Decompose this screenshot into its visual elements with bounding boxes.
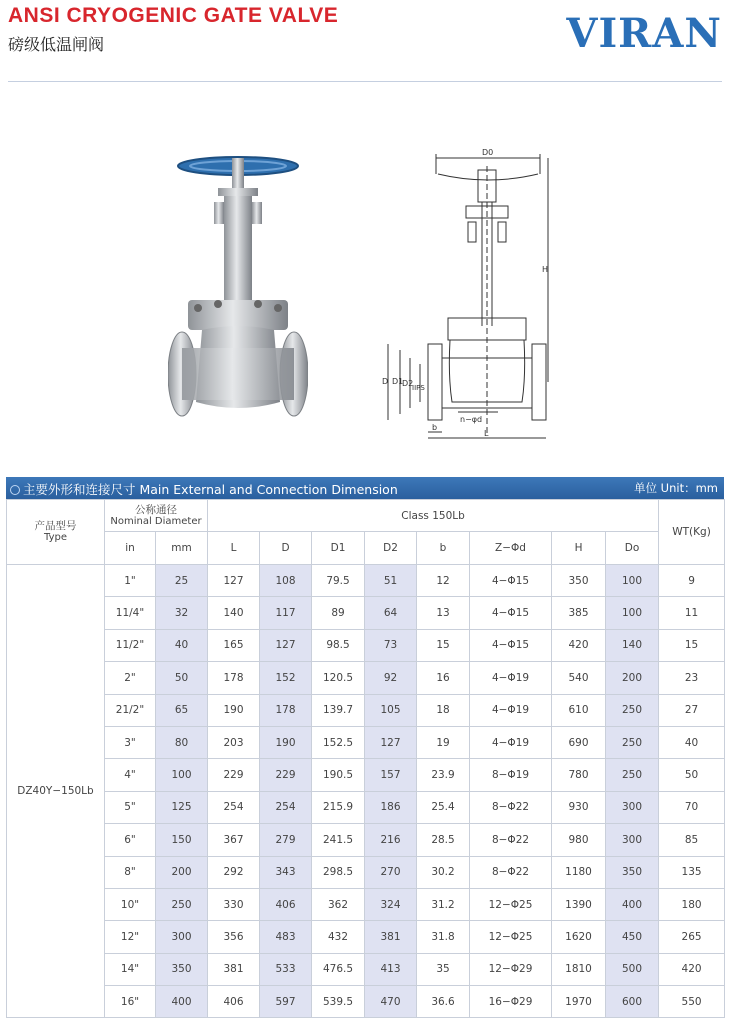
table-cell: 15: [417, 629, 470, 661]
table-cell: 597: [260, 986, 312, 1018]
table-cell: 40: [156, 629, 208, 661]
table-cell: 600: [606, 986, 659, 1018]
table-row: [7, 662, 725, 694]
table-cell: 190: [260, 726, 312, 758]
table-cell: 2": [105, 662, 156, 694]
class-header: Class 150Lb: [208, 500, 659, 532]
table-cell: 432: [312, 921, 365, 953]
table-cell: 476.5: [312, 953, 365, 985]
table-cell: 40: [659, 726, 725, 758]
table-cell: 483: [260, 921, 312, 953]
table-cell: 18: [417, 694, 470, 726]
table-cell: 108: [260, 565, 312, 597]
table-row: [7, 597, 725, 629]
table-cell: 11/2": [105, 629, 156, 661]
table-row: [7, 694, 725, 726]
table-row: [7, 856, 725, 888]
table-cell: 8": [105, 856, 156, 888]
table-cell: 100: [606, 597, 659, 629]
table-cell: 80: [156, 726, 208, 758]
table-cell: 8−Φ19: [470, 759, 552, 791]
table-cell: 381: [208, 953, 260, 985]
table-cell: 165: [208, 629, 260, 661]
table-cell: 533: [260, 953, 312, 985]
table-cell: 200: [606, 662, 659, 694]
table-cell: 200: [156, 856, 208, 888]
table-cell: 215.9: [312, 791, 365, 823]
table-cell: 241.5: [312, 824, 365, 856]
table-cell: 178: [260, 694, 312, 726]
table-cell: 330: [208, 888, 260, 920]
table-cell: 178: [208, 662, 260, 694]
column-header: Z−Φd: [470, 532, 552, 565]
brand-logo: VIRAN: [566, 10, 722, 57]
table-cell: 152: [260, 662, 312, 694]
table-row: [7, 791, 725, 823]
table-row: [7, 986, 725, 1018]
table-cell: 89: [312, 597, 365, 629]
column-header: in: [105, 532, 156, 565]
table-cell: 85: [659, 824, 725, 856]
table-cell: 4−Φ15: [470, 629, 552, 661]
table-cell: 16": [105, 986, 156, 1018]
table-cell: 539.5: [312, 986, 365, 1018]
label-d0: D0: [482, 148, 494, 157]
weight-header: WT(Kg): [659, 500, 725, 565]
label-d: D: [382, 377, 389, 386]
table-cell: 100: [156, 759, 208, 791]
table-cell: 23: [659, 662, 725, 694]
table-cell: 105: [365, 694, 417, 726]
table-cell: 400: [606, 888, 659, 920]
column-header: D2: [365, 532, 417, 565]
table-cell: 25.4: [417, 791, 470, 823]
table-cell: 6": [105, 824, 156, 856]
table-row: [7, 953, 725, 985]
product-title-en: ANSI CRYOGENIC GATE VALVE: [8, 4, 339, 27]
table-cell: 31.2: [417, 888, 470, 920]
table-cell: 406: [208, 986, 260, 1018]
table-cell: 1620: [552, 921, 606, 953]
table-cell: 980: [552, 824, 606, 856]
table-row: [7, 921, 725, 953]
table-cell: 16−Φ29: [470, 986, 552, 1018]
table-cell: 1810: [552, 953, 606, 985]
header-divider: [8, 81, 722, 82]
table-cell: 250: [606, 694, 659, 726]
table-cell: 9: [659, 565, 725, 597]
table-cell: 930: [552, 791, 606, 823]
table-cell: 73: [365, 629, 417, 661]
table-cell: 4": [105, 759, 156, 791]
table-cell: 27: [659, 694, 725, 726]
label-d2: D2: [402, 379, 414, 388]
table-cell: 25: [156, 565, 208, 597]
table-cell: 92: [365, 662, 417, 694]
table-cell: 70: [659, 791, 725, 823]
table-cell: 356: [208, 921, 260, 953]
table-cell: 270: [365, 856, 417, 888]
table-cell: 362: [312, 888, 365, 920]
table-cell: 4−Φ19: [470, 726, 552, 758]
nominal-diameter-header: 公称通径 Nominal Diameter: [105, 500, 208, 532]
table-cell: 190: [208, 694, 260, 726]
column-header: D1: [312, 532, 365, 565]
table-cell: 420: [659, 953, 725, 985]
table-row: [7, 565, 725, 597]
label-n-phi-d: n−φd: [460, 415, 483, 424]
table-cell: 8−Φ22: [470, 824, 552, 856]
table-cell: 190.5: [312, 759, 365, 791]
table-cell: 10": [105, 888, 156, 920]
table-cell: 229: [208, 759, 260, 791]
table-cell: 32: [156, 597, 208, 629]
table-cell: 1970: [552, 986, 606, 1018]
table-cell: 12−Φ25: [470, 888, 552, 920]
table-cell: 265: [659, 921, 725, 953]
table-cell: 420: [552, 629, 606, 661]
table-row: [7, 824, 725, 856]
table-cell: 14": [105, 953, 156, 985]
bullet-icon: [10, 485, 20, 495]
table-cell: 30.2: [417, 856, 470, 888]
table-cell: 23.9: [417, 759, 470, 791]
dimension-table: [6, 499, 725, 1018]
table-row: [7, 888, 725, 920]
table-cell: 8−Φ22: [470, 856, 552, 888]
table-row: [7, 759, 725, 791]
table-cell: 98.5: [312, 629, 365, 661]
table-cell: 413: [365, 953, 417, 985]
column-header: mm: [156, 532, 208, 565]
table-cell: 350: [606, 856, 659, 888]
table-cell: 300: [156, 921, 208, 953]
column-header: L: [208, 532, 260, 565]
table-cell: 470: [365, 986, 417, 1018]
label-d1: D1: [392, 377, 404, 386]
table-title: 主要外形和连接尺寸 Main External and Connection Dimension: [23, 482, 398, 497]
table-cell: 127: [365, 726, 417, 758]
table-cell: 350: [156, 953, 208, 985]
table-cell: 216: [365, 824, 417, 856]
table-cell: 400: [156, 986, 208, 1018]
table-cell: 780: [552, 759, 606, 791]
table-cell: 367: [208, 824, 260, 856]
table-cell: 127: [208, 565, 260, 597]
table-cell: 406: [260, 888, 312, 920]
table-cell: 229: [260, 759, 312, 791]
table-cell: 100: [606, 565, 659, 597]
label-h: H: [542, 265, 549, 274]
table-cell: 11: [659, 597, 725, 629]
table-cell: 8−Φ22: [470, 791, 552, 823]
column-header: H: [552, 532, 606, 565]
table-cell: 157: [365, 759, 417, 791]
table-cell: 186: [365, 791, 417, 823]
table-cell: 279: [260, 824, 312, 856]
unit-label: 单位 Unit：mm: [634, 481, 718, 495]
table-cell: 15: [659, 629, 725, 661]
label-b: b: [432, 423, 438, 432]
valve-drawing: [378, 146, 553, 446]
table-cell: 150: [156, 824, 208, 856]
table-cell: 1390: [552, 888, 606, 920]
table-cell: 690: [552, 726, 606, 758]
table-cell: 3": [105, 726, 156, 758]
table-cell: 610: [552, 694, 606, 726]
table-cell: 250: [606, 726, 659, 758]
table-cell: 254: [260, 791, 312, 823]
table-cell: 50: [659, 759, 725, 791]
table-cell: 12: [417, 565, 470, 597]
table-cell: 298.5: [312, 856, 365, 888]
model-cell: DZ40Y−150Lb: [7, 565, 105, 1018]
table-cell: 180: [659, 888, 725, 920]
table-cell: 300: [606, 824, 659, 856]
table-cell: 450: [606, 921, 659, 953]
table-cell: 152.5: [312, 726, 365, 758]
table-cell: 500: [606, 953, 659, 985]
table-cell: 127: [260, 629, 312, 661]
table-cell: 385: [552, 597, 606, 629]
table-cell: 4−Φ15: [470, 597, 552, 629]
table-cell: 4−Φ15: [470, 565, 552, 597]
table-cell: 550: [659, 986, 725, 1018]
table-cell: 12−Φ29: [470, 953, 552, 985]
table-cell: 540: [552, 662, 606, 694]
table-cell: 19: [417, 726, 470, 758]
table-cell: 250: [606, 759, 659, 791]
table-cell: 12": [105, 921, 156, 953]
table-cell: 139.7: [312, 694, 365, 726]
column-header: D: [260, 532, 312, 565]
table-cell: 1180: [552, 856, 606, 888]
column-header: Do: [606, 532, 659, 565]
table-cell: 117: [260, 597, 312, 629]
table-cell: 11/4": [105, 597, 156, 629]
table-cell: 28.5: [417, 824, 470, 856]
table-cell: 120.5: [312, 662, 365, 694]
table-cell: 50: [156, 662, 208, 694]
table-cell: 343: [260, 856, 312, 888]
type-header: 产品型号 Type: [7, 500, 105, 565]
table-cell: 51: [365, 565, 417, 597]
table-cell: 1": [105, 565, 156, 597]
table-cell: 5": [105, 791, 156, 823]
table-cell: 21/2": [105, 694, 156, 726]
table-cell: 203: [208, 726, 260, 758]
table-cell: 4−Φ19: [470, 694, 552, 726]
table-cell: 16: [417, 662, 470, 694]
table-cell: 140: [606, 629, 659, 661]
table-row: [7, 726, 725, 758]
table-cell: 135: [659, 856, 725, 888]
table-cell: 64: [365, 597, 417, 629]
table-cell: 254: [208, 791, 260, 823]
column-header: b: [417, 532, 470, 565]
table-cell: 125: [156, 791, 208, 823]
table-row: [7, 629, 725, 661]
product-title-cn: 磅级低温闸阀: [8, 35, 105, 54]
table-cell: 324: [365, 888, 417, 920]
table-cell: 35: [417, 953, 470, 985]
table-cell: 292: [208, 856, 260, 888]
table-title-bar: [6, 477, 724, 499]
label-l: L: [484, 429, 489, 438]
table-cell: 13: [417, 597, 470, 629]
table-cell: 4−Φ19: [470, 662, 552, 694]
table-cell: 12−Φ25: [470, 921, 552, 953]
table-cell: 65: [156, 694, 208, 726]
valve-photo: [168, 152, 308, 442]
label-ips: IIPS: [412, 384, 425, 392]
table-cell: 300: [606, 791, 659, 823]
table-cell: 79.5: [312, 565, 365, 597]
table-cell: 31.8: [417, 921, 470, 953]
table-cell: 250: [156, 888, 208, 920]
table-cell: 140: [208, 597, 260, 629]
table-cell: 36.6: [417, 986, 470, 1018]
table-cell: 350: [552, 565, 606, 597]
table-cell: 381: [365, 921, 417, 953]
